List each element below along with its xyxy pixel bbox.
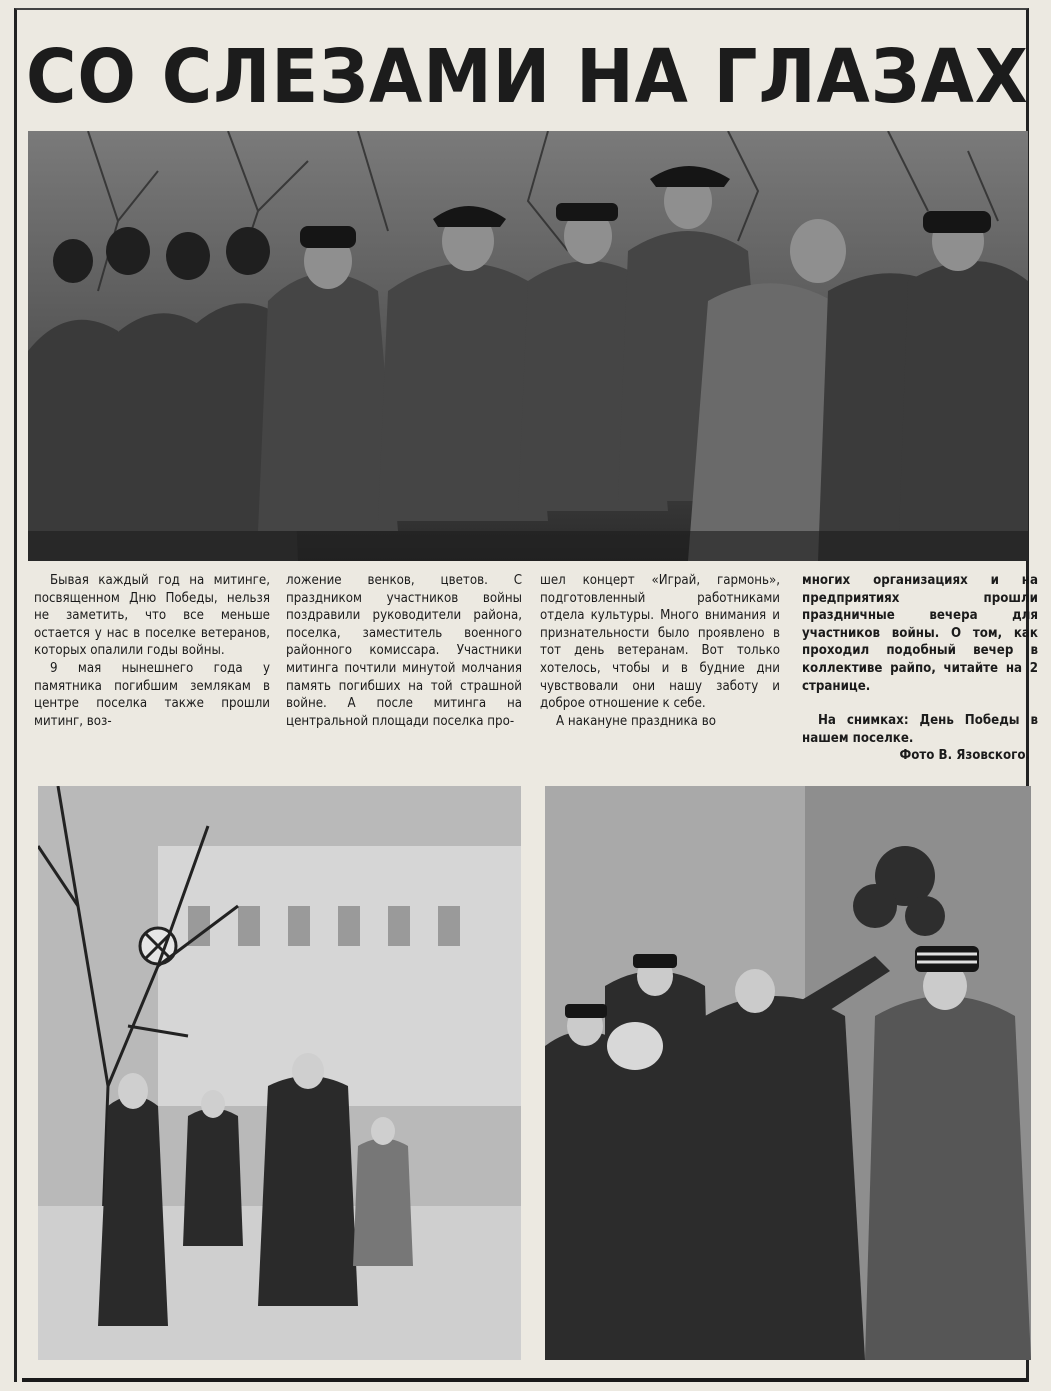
headline: СО СЛЕЗАМИ НА ГЛАЗАХ (26, 34, 1029, 120)
paragraph: 9 мая нынешнего года у памятника погибшим землякам в центре поселка также прошли митинг, воз- (34, 660, 270, 729)
photo-laying-flowers (545, 786, 1031, 1360)
photo-credit: Фото В. Язовского. (899, 748, 1030, 764)
paragraph: А накануне праздника во (556, 713, 716, 729)
photo-street-procession (38, 786, 521, 1360)
paragraph: многих организациях и на предприятиях прошли праздничные вечера для участников войны. О том, как проходил подобный вечер в коллективе райпо, читайте на 2 странице. (802, 573, 1038, 694)
photo-caption (802, 712, 1038, 765)
caption-text: На снимках: День Победы в нашем поселке. (802, 713, 1038, 746)
article-column-1 (34, 572, 270, 730)
paragraph: Бывая каждый год на митинге, посвященном Дню Победы, нельзя не заметить, что все меньше остается у нас в поселке ветеранов, которых опалили годы войны. (34, 573, 270, 659)
article-column-3 (540, 572, 780, 730)
article-column-4 (802, 572, 1038, 765)
bottom-rule (22, 1378, 1027, 1382)
paragraph: ложение венков, цветов. С праздником участников войны поздравили руководители района, поселка, заместитель военного районного комиссара. Участники митинга почтили минутой молчания память погибших на той страшной войне. А после митинга на центральной площади поселка про- (286, 573, 522, 729)
photo-veterans-row (28, 131, 1028, 561)
article-column-2 (286, 572, 522, 730)
paragraph: шел концерт «Играй, гармонь», подготовленный работниками отдела культуры. Много внимания и признательности было проявлено в тот день ветеранам. Вот только хотелось, чтобы и в будние дни чувствовали они нашу заботу и доброе отношение к себе. (540, 573, 780, 712)
article-body (34, 572, 1038, 782)
